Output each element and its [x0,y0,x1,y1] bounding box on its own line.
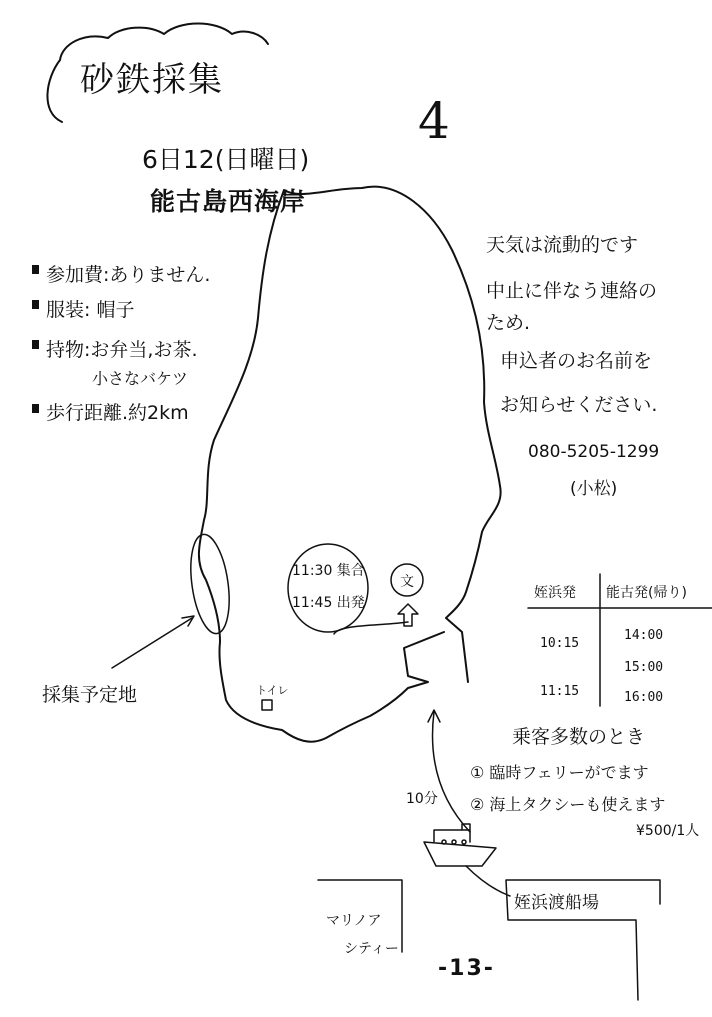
ferry-window-3 [462,840,466,844]
notice-line-5: お知らせください. [500,394,658,416]
schedule-left-time: 11:15 [540,684,580,699]
detail-clothing: 服装: 帽子 [46,299,135,321]
detail-belongings: 持物:お弁当,お茶. [46,339,198,361]
detail-distance: 歩行距離.約2km [46,402,189,424]
bullet-marker [32,300,39,309]
taxi-fare: ¥500/1人 [636,823,700,839]
departure-time: 11:45 出発 [292,595,365,611]
mall-label-line-1: マリノア [326,913,382,929]
collection-area-label: 採集予定地 [42,684,138,706]
schedule-left-time: 10:15 [540,636,580,651]
ferry-terminal-label: 姪浜渡船場 [514,893,599,913]
meeting-time: 11:30 集合 [292,563,365,579]
ferry-window-1 [442,840,446,844]
notice-line-3: ため. [486,312,531,334]
bullet-marker [32,265,39,274]
meeting-point-circle [288,544,368,632]
notice-line-2: 中止に伴なう連絡の [486,280,658,302]
event-date: 6日12(日曜日) [142,145,310,174]
island-outline [199,187,501,742]
schedule-header-left: 姪浜発 [534,585,576,601]
notice-line-1: 天気は流動的です [486,234,639,256]
ferry-pointer-line [466,866,510,896]
schedule-right-time: 15:00 [624,660,664,675]
page-footer-number: -13- [438,956,495,981]
ferry-icon [424,824,496,866]
page-number-label: 4 [418,92,450,150]
school-label: 文 [400,574,414,590]
toilet-label: トイレ [256,684,289,697]
route-arrow [334,622,408,634]
contact-phone: 080-5205-1299 [528,442,660,462]
schedule-header-right: 能古発(帰り) [606,585,687,601]
mall-label-line-2: シティー [344,941,399,957]
detail-fee: 参加費:ありません. [46,264,211,286]
ferry-route-line [433,712,471,832]
notice-line-4: 申込者のお名前を [500,350,653,372]
bullet-marker [32,340,39,349]
toilet-icon [262,700,272,710]
event-place: 能古島西海岸 [150,187,307,216]
schedule-right-time: 16:00 [624,690,664,705]
crowd-note-item-1: ① 臨時フェリーがでます [470,763,649,782]
crowd-note-title: 乗客多数のとき [512,726,646,748]
collection-area-circle [185,532,235,636]
travel-time: 10分 [406,791,438,807]
contact-name: (小松) [570,479,618,499]
detail-belongings-sub: 小さなバケツ [92,369,188,388]
collection-area-arrow-line [112,618,192,668]
ferry-window-2 [452,840,456,844]
schedule-right-time: 14:00 [624,628,664,643]
page-title: 砂鉄採集 [80,60,224,100]
bullet-marker [32,404,39,413]
crowd-note-item-2: ② 海上タクシーも使えます [470,795,666,814]
